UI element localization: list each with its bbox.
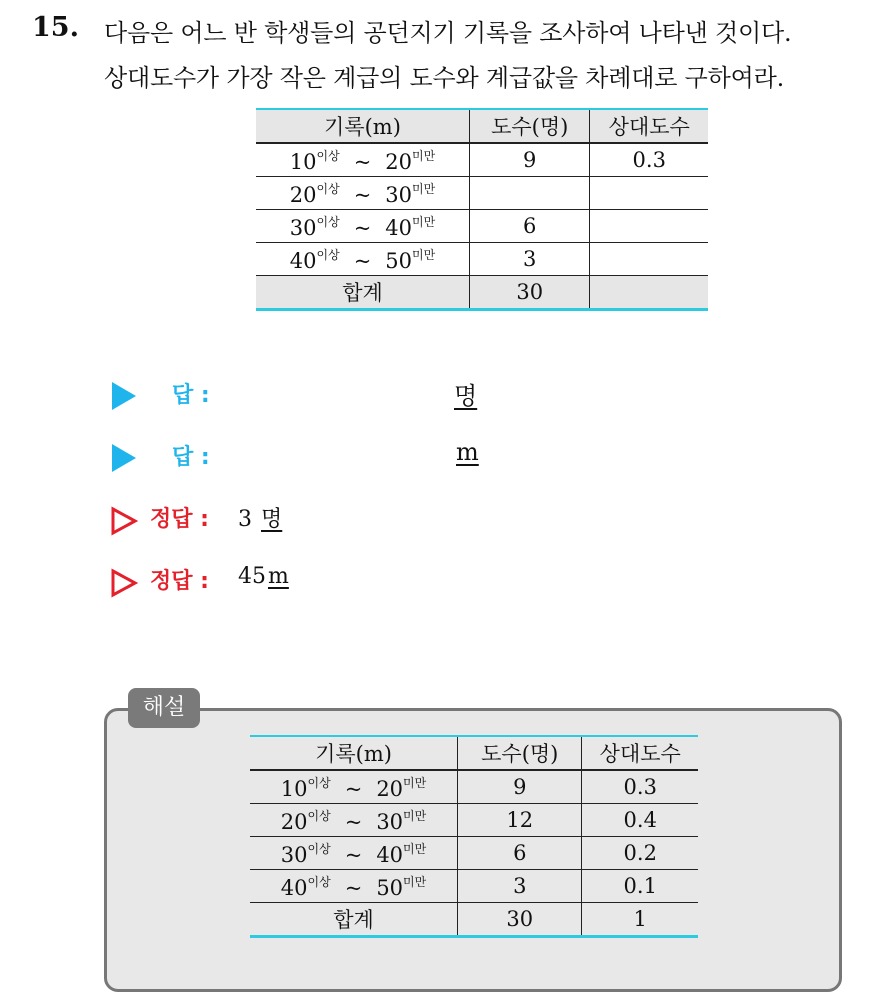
header-relative-frequency: 상대도수 <box>582 736 698 770</box>
question-text-line-2: 상대도수가 가장 작은 계급의 도수와 계급값을 차례대로 구하여라. <box>104 64 784 92</box>
correct-answer-value: 45m <box>238 564 289 589</box>
table-total-row <box>256 276 708 310</box>
total-label: 합계 <box>256 276 469 310</box>
class-interval: $30^{이상}$ ~ $40^{미만}$ <box>250 837 458 870</box>
frequency-cell: 6 <box>469 210 590 243</box>
total-frequency: 30 <box>469 276 590 310</box>
frequency-cell: 12 <box>458 804 582 837</box>
play-arrow-icon <box>112 382 136 410</box>
frequency-cell: 6 <box>458 837 582 870</box>
relative-frequency-cell: 0.3 <box>590 143 708 177</box>
header-frequency: 도수(명) <box>458 736 582 770</box>
question-number: 15. <box>32 12 79 43</box>
correct-answer-row-2 <box>108 562 708 602</box>
answer-unit-meter: m <box>456 438 479 466</box>
correct-answer-label: 정답 : <box>150 569 209 594</box>
table-header-row <box>256 109 708 143</box>
table-row <box>250 804 698 837</box>
outline-arrow-icon <box>110 506 138 536</box>
relative-frequency-cell: 0.4 <box>582 804 698 837</box>
class-interval: $10^{이상}$ ~ $20^{미만}$ <box>256 143 469 177</box>
frequency-cell: 3 <box>458 870 582 903</box>
relative-frequency-cell: 0.1 <box>582 870 698 903</box>
solution-frequency-table <box>250 735 698 938</box>
total-relative-frequency <box>590 276 708 310</box>
class-interval: $10^{이상}$ ~ $20^{미만}$ <box>250 770 458 804</box>
outline-arrow-icon <box>110 568 138 598</box>
relative-frequency-cell: 0.2 <box>582 837 698 870</box>
answer-unit-people: 명 <box>454 382 478 410</box>
table-row <box>250 770 698 804</box>
relative-frequency-cell <box>590 177 708 210</box>
solution-tag: 해설 <box>128 688 200 728</box>
total-frequency: 30 <box>458 903 582 937</box>
question-text-line-1: 다음은 어느 반 학생들의 공던지기 기록을 조사하여 나타낸 것이다. <box>104 19 792 47</box>
table-row <box>250 870 698 903</box>
table-header-row <box>250 736 698 770</box>
relative-frequency-cell: 0.3 <box>582 770 698 804</box>
header-record: 기록(m) <box>250 736 458 770</box>
table-row <box>256 177 708 210</box>
frequency-cell: 3 <box>469 243 590 276</box>
class-interval: $20^{이상}$ ~ $30^{미만}$ <box>256 177 469 210</box>
class-interval: $40^{이상}$ ~ $50^{미만}$ <box>256 243 469 276</box>
total-label: 합계 <box>250 903 458 937</box>
table-row <box>256 243 708 276</box>
correct-answer-row-1 <box>108 500 708 540</box>
table-row <box>256 143 708 177</box>
correct-answer-label: 정답 : <box>150 507 209 532</box>
class-interval: $30^{이상}$ ~ $40^{미만}$ <box>256 210 469 243</box>
answer-label: 답 : <box>172 383 210 408</box>
answer-row-1 <box>108 374 708 414</box>
class-interval: $20^{이상}$ ~ $30^{미만}$ <box>250 804 458 837</box>
table-total-row <box>250 903 698 937</box>
relative-frequency-cell <box>590 243 708 276</box>
frequency-cell: 9 <box>458 770 582 804</box>
question-frequency-table <box>256 108 708 311</box>
header-frequency: 도수(명) <box>469 109 590 143</box>
header-relative-frequency: 상대도수 <box>590 109 708 143</box>
total-relative-frequency: 1 <box>582 903 698 937</box>
table-row <box>256 210 708 243</box>
correct-answer-value: 3 명 <box>238 507 283 532</box>
frequency-cell <box>469 177 590 210</box>
answer-row-2 <box>108 436 708 476</box>
play-arrow-icon <box>112 444 136 472</box>
answer-label: 답 : <box>172 445 210 470</box>
frequency-cell: 9 <box>469 143 590 177</box>
header-record: 기록(m) <box>256 109 469 143</box>
table-row <box>250 837 698 870</box>
class-interval: $40^{이상}$ ~ $50^{미만}$ <box>250 870 458 903</box>
relative-frequency-cell <box>590 210 708 243</box>
